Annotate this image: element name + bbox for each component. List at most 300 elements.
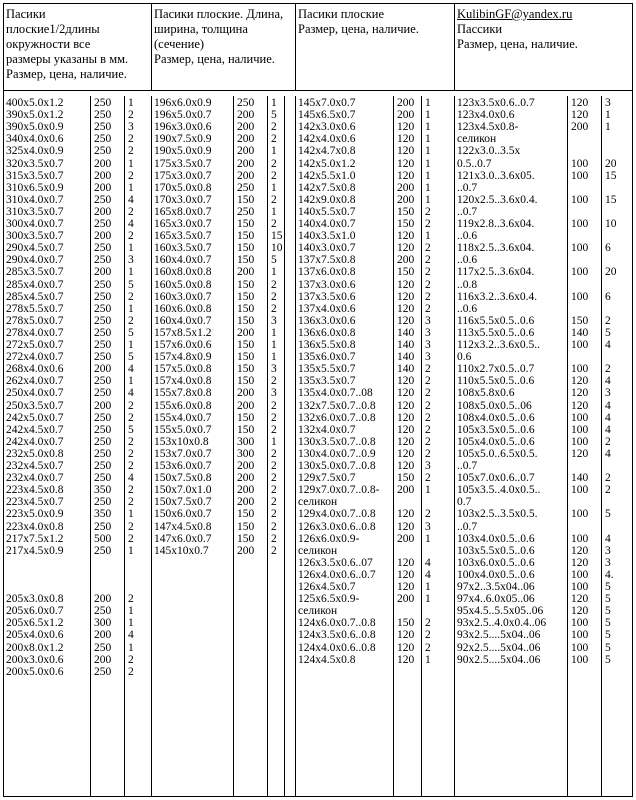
quantity-cell: 4	[425, 556, 431, 569]
size-cell: 126x6.0x0.9-	[298, 532, 360, 545]
size-cell: 150x7.5x0.8	[154, 472, 212, 485]
quantity-cell: 1	[425, 181, 431, 194]
size-cell: 310x3.5x0.7	[6, 205, 64, 218]
table-row	[296, 424, 454, 436]
table-row	[455, 218, 633, 230]
table-row	[152, 145, 295, 157]
table-row	[4, 472, 151, 484]
size-cell: 113x5.5x0.5..0.6	[457, 326, 535, 339]
price-cell: 200	[237, 472, 255, 485]
table-row	[455, 303, 633, 315]
table-row	[296, 254, 454, 266]
quantity-cell: 2	[425, 254, 431, 267]
size-cell: 130x4.0x0.7..0.9	[298, 447, 376, 460]
size-cell: 142x4.7x0.8	[298, 145, 356, 158]
quantity-cell: 3	[605, 387, 611, 400]
size-cell: 137x3.5x0.6	[298, 290, 356, 303]
quantity-cell: 4	[128, 193, 134, 206]
table-row	[4, 593, 151, 605]
table-row	[4, 339, 151, 351]
size-cell: 136x5.5x0.8	[298, 339, 356, 351]
price-cell: 120	[397, 242, 415, 255]
size-cell: 145x10x0.7	[154, 544, 209, 557]
table-row	[4, 484, 151, 496]
size-cell: 108x5.8x0.6	[457, 387, 515, 400]
table-row	[455, 436, 633, 448]
price-cell: 100	[571, 363, 589, 376]
table-row	[152, 496, 295, 508]
price-cell: 200	[94, 157, 112, 170]
table-row	[152, 109, 295, 121]
size-cell: 315x3.5x0.7	[6, 169, 64, 182]
size-cell: 105x3.5x0.5..0.6	[457, 423, 535, 436]
price-column-2	[152, 96, 296, 796]
table-row	[296, 327, 454, 339]
table-row	[296, 339, 454, 351]
table-row	[296, 521, 454, 533]
size-cell: 105x4.0x0.5..0.6	[457, 435, 535, 448]
quantity-cell: 3	[605, 556, 611, 569]
table-row	[455, 170, 633, 182]
price-cell: 200	[237, 484, 255, 497]
quantity-cell: 5	[605, 326, 611, 339]
quantity-cell: 1	[425, 133, 431, 146]
table-row	[455, 254, 633, 266]
quantity-cell: 2	[271, 411, 277, 424]
price-cell: 200	[237, 169, 255, 182]
quantity-cell: 5	[128, 351, 134, 364]
quantity-cell: 1	[271, 181, 277, 194]
size-cell: 147x4.5x0.8	[154, 520, 212, 533]
quantity-cell: 2	[425, 641, 431, 654]
table-row	[455, 194, 633, 206]
quantity-cell: 4	[425, 568, 431, 581]
size-cell: 157x4.0x0.8	[154, 375, 212, 388]
price-cell: 100	[571, 568, 589, 581]
table-row	[296, 121, 454, 133]
size-cell: 117x2.5..3.6x04.	[457, 266, 535, 279]
price-cell: 140	[397, 351, 415, 364]
email-link[interactable]: KulibinGF@yandex.ru	[457, 7, 573, 21]
quantity-cell: 2	[271, 460, 277, 472]
quantity-cell: 1	[425, 145, 431, 158]
quantity-cell: 1	[128, 302, 134, 315]
table-row	[296, 230, 454, 242]
size-cell: 285x4.0x0.7	[6, 278, 64, 291]
price-cell: 250	[94, 278, 112, 291]
quantity-cell: 2	[605, 363, 611, 376]
table-row	[296, 533, 454, 545]
quantity-cell: 1	[128, 157, 134, 170]
price-cell: 100	[571, 435, 589, 448]
price-cell: 100	[571, 169, 589, 182]
table-row	[152, 629, 295, 641]
price-cell: 250	[94, 290, 112, 303]
price-cell: 350	[94, 508, 112, 521]
quantity-cell: 15	[605, 193, 617, 206]
price-cell: 250	[94, 423, 112, 436]
size-cell: 160x6.0x0.8	[154, 302, 212, 315]
quantity-cell: 15	[605, 169, 617, 182]
size-cell: 205x6.0x0.7	[6, 605, 64, 618]
size-cell: 140x3.0x0.7	[298, 242, 356, 255]
quantity-cell: 3	[605, 97, 611, 109]
price-cell: 500	[94, 532, 112, 545]
price-cell: 100	[571, 423, 589, 436]
size-cell: 242x4.0x0.7	[6, 435, 64, 448]
table-row	[296, 629, 454, 641]
table-row	[296, 412, 454, 424]
quantity-cell: 1	[271, 326, 277, 339]
quantity-cell: 1	[128, 641, 134, 654]
table-row	[455, 266, 633, 278]
quantity-cell: 2	[128, 145, 134, 158]
size-cell: 262x4.0x0.7	[6, 375, 64, 388]
table-row	[152, 557, 295, 569]
quantity-cell: 2	[128, 399, 134, 412]
quantity-cell: 2	[128, 230, 134, 243]
table-row	[455, 327, 633, 339]
price-cell: 150	[237, 508, 255, 521]
table-row	[455, 605, 633, 617]
quantity-cell: 5	[271, 109, 277, 122]
size-cell: 140x3.5x1.0	[298, 230, 356, 243]
table-row	[455, 581, 633, 593]
size-cell: 132x6.0x0.7..0.8	[298, 411, 376, 424]
table-row	[296, 242, 454, 254]
price-cell: 150	[397, 205, 415, 218]
price-cell: 100	[571, 157, 589, 170]
size-cell: 150x7.5x0.7	[154, 496, 212, 509]
size-cell: 153x6.0x0.7	[154, 460, 212, 472]
size-cell: 400x5.0x1.2	[6, 97, 64, 109]
price-cell: 100	[571, 629, 589, 642]
price-cell: 120	[571, 593, 589, 606]
quantity-cell: 5	[605, 605, 611, 618]
table-row	[152, 339, 295, 351]
quantity-cell: 4	[605, 532, 611, 545]
table-row	[296, 581, 454, 593]
size-cell: 285x3.5x0.7	[6, 266, 64, 279]
table-row	[152, 666, 295, 678]
table-row	[152, 279, 295, 291]
size-cell: 140x5.5x0.7	[298, 205, 356, 218]
table-row	[152, 605, 295, 617]
table-row	[455, 109, 633, 121]
price-cell: 100	[571, 242, 589, 255]
quantity-cell: 2	[425, 629, 431, 642]
quantity-cell: 2	[271, 447, 277, 460]
size-cell: 242x5.0x0.7	[6, 411, 64, 424]
price-cell: 150	[237, 302, 255, 315]
quantity-cell: 2	[271, 375, 277, 388]
quantity-cell: 2	[128, 411, 134, 424]
size-cell: 108x4.0x0.5..0.6	[457, 411, 535, 424]
quantity-cell: 2	[128, 314, 134, 327]
quantity-cell: 2	[128, 290, 134, 303]
quantity-cell: 1	[128, 508, 134, 521]
quantity-cell: 1	[605, 121, 611, 134]
table-row	[455, 448, 633, 460]
table-row	[152, 436, 295, 448]
quantity-cell: 4	[605, 411, 611, 424]
price-cell: 150	[397, 266, 415, 279]
price-list-table	[3, 3, 633, 797]
table-row	[455, 400, 633, 412]
size-cell: 232x5.0x0.8	[6, 447, 64, 460]
quantity-cell: 1	[425, 532, 431, 545]
quantity-cell: 1	[271, 145, 277, 158]
table-row	[4, 387, 151, 399]
price-cell: 200	[237, 460, 255, 472]
size-cell: 223x4.0x0.8	[6, 520, 64, 533]
size-cell: селикон	[298, 496, 338, 509]
quantity-cell: 2	[271, 193, 277, 206]
size-cell: 140x4.0x0.7	[298, 218, 356, 230]
table-row	[152, 363, 295, 375]
size-cell: 150x6.0x0.7	[154, 508, 212, 521]
quantity-cell: 2	[128, 665, 134, 678]
price-cell: 120	[571, 375, 589, 388]
price-cell: 150	[237, 230, 255, 243]
table-row	[152, 327, 295, 339]
price-cell: 120	[397, 460, 415, 472]
quantity-cell: 1	[425, 157, 431, 170]
price-cell: 250	[237, 97, 255, 109]
table-row	[455, 242, 633, 254]
quantity-cell: 2	[271, 423, 277, 436]
table-row	[455, 412, 633, 424]
table-row	[455, 291, 633, 303]
size-cell: 126x3.0x0.6..0.8	[298, 520, 376, 533]
quantity-cell: 1	[605, 109, 611, 122]
price-cell: 200	[397, 484, 415, 497]
size-cell: 157x4.8x0.9	[154, 351, 212, 364]
price-cell: 200	[94, 593, 112, 606]
price-cell: 200	[94, 205, 112, 218]
quantity-cell: 2	[605, 314, 611, 327]
price-cell: 350	[94, 484, 112, 497]
price-cell: 250	[94, 665, 112, 678]
price-cell: 200	[237, 266, 255, 279]
table-row	[455, 521, 633, 533]
table-row	[455, 158, 633, 170]
price-cell: 250	[94, 121, 112, 134]
size-cell: 268x4.0x0.6	[6, 363, 64, 376]
price-cell: 120	[397, 508, 415, 521]
quantity-cell: 1	[128, 97, 134, 109]
size-cell: 142x5.5x1.0	[298, 169, 356, 182]
size-cell: 116x5.5x0.5..0.6	[457, 314, 535, 327]
size-cell: 132x4.0x0.7	[298, 423, 356, 436]
price-cell: 150	[237, 193, 255, 206]
size-cell: 175x3.0x0.7	[154, 169, 212, 182]
size-cell: 0.7	[457, 496, 472, 509]
table-row	[152, 472, 295, 484]
size-cell: 137x4.0x0.6	[298, 302, 356, 315]
quantity-cell: 3	[425, 460, 431, 472]
price-cell: 100	[571, 290, 589, 303]
price-cell: 150	[397, 617, 415, 630]
size-cell: 310x6.5x0.9	[6, 181, 64, 194]
size-cell: 125x6.5x0.9-	[298, 593, 360, 606]
quantity-cell: 1	[128, 266, 134, 279]
table-row	[296, 484, 454, 496]
size-cell: 108x5.0x0.5..06	[457, 399, 532, 412]
price-cell: 120	[397, 556, 415, 569]
quantity-cell: 1	[128, 339, 134, 351]
price-cell: 120	[397, 290, 415, 303]
price-cell: 120	[571, 387, 589, 400]
size-cell: 124x3.5x0.6..0.8	[298, 629, 376, 642]
quantity-cell: 2	[425, 411, 431, 424]
size-cell: 160x3.0x0.7	[154, 290, 212, 303]
size-cell: 137x7.5x0.8	[298, 254, 356, 267]
price-cell: 150	[237, 351, 255, 364]
size-cell: 170x3.0x0.7	[154, 193, 212, 206]
table-row	[4, 315, 151, 327]
price-cell: 200	[237, 145, 255, 158]
table-row	[455, 460, 633, 472]
price-cell: 150	[237, 375, 255, 388]
price-cell: 150	[237, 254, 255, 267]
size-cell: 196x3.0x0.6	[154, 121, 212, 134]
quantity-cell: 2	[128, 484, 134, 497]
size-cell: 142x9.0x0.8	[298, 193, 356, 206]
price-cell: 150	[237, 520, 255, 533]
quantity-cell: 2	[425, 242, 431, 255]
table-row	[296, 145, 454, 157]
size-cell: 200x5.0x0.6	[6, 665, 64, 678]
quantity-cell: 2	[425, 435, 431, 448]
table-row	[4, 230, 151, 242]
size-cell: 165x8.0x0.7	[154, 205, 212, 218]
quantity-cell: 1	[425, 653, 431, 666]
price-cell: 250	[94, 326, 112, 339]
price-cell: 100	[571, 641, 589, 654]
price-cell: 200	[397, 109, 415, 122]
price-cell: 250	[94, 145, 112, 158]
size-cell: 160x4.0x0.7	[154, 314, 212, 327]
size-cell: селикон	[298, 605, 338, 618]
table-row	[4, 121, 151, 133]
quantity-cell: 1	[425, 109, 431, 122]
table-row	[296, 387, 454, 399]
table-row	[296, 448, 454, 460]
size-cell: 132x7.5x0.7..0.8	[298, 399, 376, 412]
price-cell: 120	[397, 169, 415, 182]
quantity-cell: 3	[425, 326, 431, 339]
table-row	[4, 194, 151, 206]
size-cell: 150x7.0x1.0	[154, 484, 212, 497]
quantity-cell: 2	[128, 109, 134, 122]
quantity-cell: 6	[605, 242, 611, 255]
quantity-cell: 3	[271, 387, 277, 400]
quantity-cell: 2	[271, 121, 277, 134]
quantity-cell: 2	[128, 653, 134, 666]
table-row	[296, 593, 454, 605]
size-cell: ..0.7	[457, 181, 478, 194]
quantity-cell: 1	[128, 242, 134, 255]
table-row	[296, 194, 454, 206]
table-row	[455, 666, 633, 678]
table-row	[152, 230, 295, 242]
price-cell: 120	[397, 314, 415, 327]
table-row	[152, 387, 295, 399]
size-cell: 157x8.5x1.2	[154, 326, 212, 339]
size-cell: 232x4.0x0.7	[6, 472, 64, 485]
size-cell: 165x3.5x0.7	[154, 230, 212, 243]
price-cell: 120	[571, 447, 589, 460]
price-cell: 200	[397, 254, 415, 267]
price-cell: 250	[94, 351, 112, 364]
header-line: Пасики плоские. Длина,	[154, 7, 284, 21]
table-row	[296, 133, 454, 145]
size-cell: 153x7.0x0.7	[154, 447, 212, 460]
table-row	[152, 617, 295, 629]
price-cell: 140	[397, 339, 415, 351]
table-row	[152, 654, 295, 666]
quantity-cell: 1	[425, 581, 431, 593]
size-cell: селикон	[457, 133, 497, 146]
quantity-cell: 3	[271, 314, 277, 327]
size-cell: 129x7.5x0.7	[298, 472, 356, 485]
quantity-cell: 15	[271, 230, 283, 243]
table-row	[455, 472, 633, 484]
price-cell: 120	[397, 411, 415, 424]
header-line: Размер, цена, наличие.	[457, 37, 578, 51]
table-row	[152, 400, 295, 412]
size-cell: ..0.7	[457, 460, 478, 472]
table-row	[4, 182, 151, 194]
size-cell: ..0.7	[457, 205, 478, 218]
quantity-cell: 2	[605, 472, 611, 485]
table-row	[455, 97, 633, 109]
quantity-cell: 1	[425, 230, 431, 243]
table-row	[4, 569, 151, 581]
quantity-cell: 2	[425, 508, 431, 521]
price-cell: 120	[397, 653, 415, 666]
quantity-cell: 3	[425, 351, 431, 364]
size-cell: 103x2.5..3.5x0.5.	[457, 508, 538, 521]
size-cell: 290x4.0x0.7	[6, 254, 64, 267]
quantity-cell: 1	[271, 266, 277, 279]
size-cell: 103x6.0x0.5..0.6	[457, 556, 535, 569]
size-cell: 123x4.0x0.6	[457, 109, 515, 122]
table-row	[4, 145, 151, 157]
size-cell: 90x2.5....5x04..06	[457, 653, 541, 666]
table-row	[455, 593, 633, 605]
price-cell: 200	[237, 121, 255, 134]
table-row	[296, 97, 454, 109]
price-cell: 200	[397, 97, 415, 109]
table-row	[296, 617, 454, 629]
size-cell: 120x2.5..3.6x0.4.	[457, 193, 538, 206]
quantity-cell: 2	[425, 472, 431, 485]
size-cell: 105x7.0x0.6..0.7	[457, 472, 535, 485]
table-row	[296, 400, 454, 412]
table-row	[152, 303, 295, 315]
quantity-cell: 3	[605, 544, 611, 557]
size-cell: 155x7.8x0.8	[154, 387, 212, 400]
quantity-cell: 4	[605, 339, 611, 351]
table-row	[4, 666, 151, 678]
price-cell: 100	[571, 218, 589, 230]
size-cell: 223x4.5x0.7	[6, 496, 64, 509]
quantity-cell: 1	[128, 605, 134, 618]
table-row	[4, 436, 151, 448]
price-cell: 250	[94, 447, 112, 460]
